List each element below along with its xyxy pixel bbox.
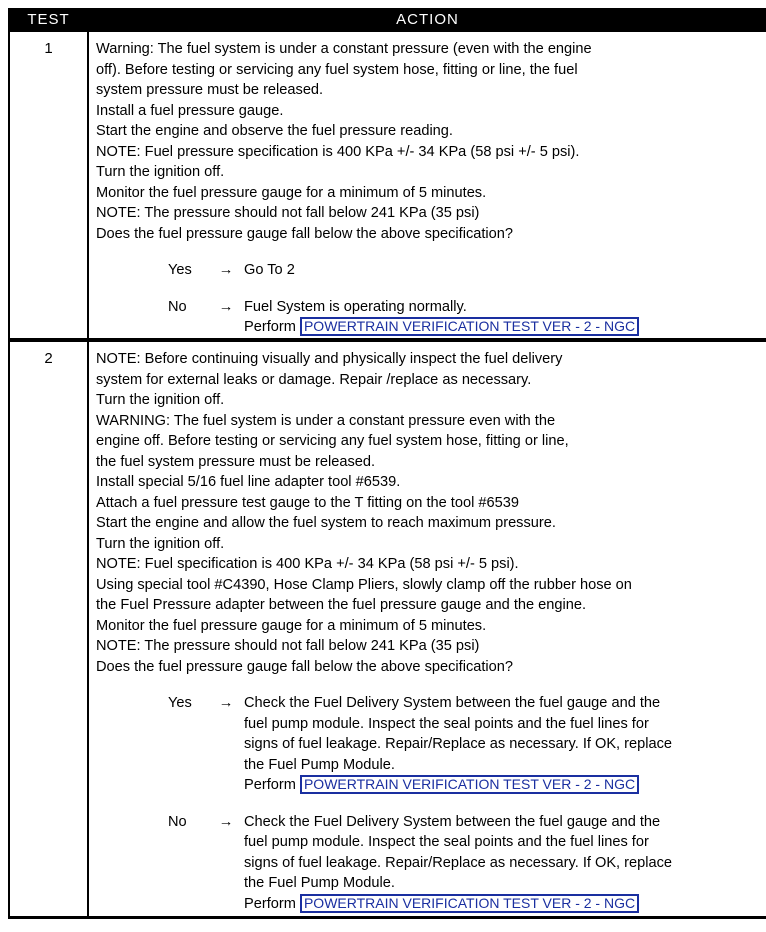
no-branch <box>96 812 756 915</box>
action-line: Start the engine and allow the fuel system to reach maximum pressure. <box>96 515 556 531</box>
arrow-right-icon: → <box>218 813 234 830</box>
branch-line: the Fuel Pump Module. <box>244 875 395 891</box>
branch-line: Check the Fuel Delivery System between the fuel gauge and the <box>244 813 661 830</box>
test-number: 2 <box>10 342 89 916</box>
branch-line: Fuel System is operating normally. <box>244 298 467 315</box>
action-line: NOTE: Before continuing visually and physically inspect the fuel delivery <box>96 351 563 367</box>
action-line: NOTE: Fuel pressure specification is 400 KPa +/- 34 KPa (58 psi +/- 5 psi). <box>96 143 580 160</box>
diagnostic-table <box>8 8 766 919</box>
action-line: Warning: The fuel system is under a constant pressure (even with the engine <box>96 41 592 57</box>
action-line: Does the fuel pressure gauge fall below the above specification? <box>96 658 513 675</box>
perform-label: Perform <box>244 319 296 335</box>
verification-test-link[interactable]: POWERTRAIN VERIFICATION TEST VER - 2 - NGC <box>300 317 639 336</box>
yes-label: Yes <box>168 262 192 278</box>
action-line: Monitor the fuel pressure gauge for a minimum of 5 minutes. <box>96 617 487 634</box>
verification-test-link[interactable]: POWERTRAIN VERIFICATION TEST VER - 2 - NGC <box>300 894 639 913</box>
branch-line: fuel pump module. Inspect the seal points and the fuel lines for <box>244 834 649 850</box>
action-line: Turn the ignition off. <box>96 392 225 408</box>
yes-label: Yes <box>168 695 192 711</box>
action-line: Does the fuel pressure gauge fall below the above specification? <box>96 225 513 242</box>
test-row-1 <box>8 32 766 340</box>
branch-line: the Fuel Pump Module. <box>244 756 395 773</box>
branch-line: Go To 2 <box>244 262 295 278</box>
arrow-right-icon: → <box>218 262 234 278</box>
action-line: Using special tool #C4390, Hose Clamp Pliers, slowly clamp off the rubber hose on <box>96 576 632 593</box>
action-line: WARNING: The fuel system is under a constant pressure even with the <box>96 412 556 429</box>
header-action: ACTION <box>396 11 459 28</box>
action-line: NOTE: The pressure should not fall below 241 KPa (35 psi) <box>96 205 480 221</box>
action-line: Start the engine and observe the fuel pressure reading. <box>96 123 453 139</box>
branch-line: signs of fuel leakage. Repair/Replace as necessary. If OK, replace <box>244 736 673 752</box>
action-line: NOTE: The pressure should not fall below 241 KPa (35 psi) <box>96 638 480 654</box>
action-line: the fuel system pressure must be released. <box>96 453 376 470</box>
branch-line: Check the Fuel Delivery System between the fuel gauge and the <box>244 695 661 711</box>
action-line: Turn the ignition off. <box>96 535 225 552</box>
no-branch <box>96 297 756 338</box>
verification-test-link[interactable]: POWERTRAIN VERIFICATION TEST VER - 2 - NGC <box>300 775 639 794</box>
action-line: Install special 5/16 fuel line adapter tool #6539. <box>96 474 401 490</box>
branch-line: fuel pump module. Inspect the seal points and the fuel lines for <box>244 715 649 732</box>
arrow-right-icon: → <box>218 298 234 315</box>
action-line: off). Before testing or servicing any fuel system hose, fitting or line, the fuel <box>96 61 578 78</box>
test-number: 1 <box>10 32 89 338</box>
action-line: Monitor the fuel pressure gauge for a minimum of 5 minutes. <box>96 184 487 201</box>
action-line: Install a fuel pressure gauge. <box>96 102 284 119</box>
yes-branch <box>96 693 756 796</box>
header-test: TEST <box>27 11 70 28</box>
action-cell <box>89 32 766 338</box>
no-label: No <box>168 813 187 830</box>
action-line: Turn the ignition off. <box>96 164 225 180</box>
arrow-right-icon: → <box>218 695 234 711</box>
yes-branch <box>96 260 756 281</box>
perform-label: Perform <box>244 777 296 793</box>
perform-label: Perform <box>244 895 296 912</box>
action-line: system pressure must be released. <box>96 82 324 98</box>
action-cell <box>89 342 766 916</box>
test-row-2 <box>8 340 766 919</box>
action-line: system for external leaks or damage. Repair /replace as necessary. <box>96 371 532 388</box>
no-label: No <box>168 298 187 315</box>
action-line: engine off. Before testing or servicing any fuel system hose, fitting or line, <box>96 433 569 449</box>
table-header <box>8 8 766 32</box>
action-line: the Fuel Pressure adapter between the fuel pressure gauge and the engine. <box>96 597 587 613</box>
action-line: NOTE: Fuel specification is 400 KPa +/- 34 KPa (58 psi +/- 5 psi). <box>96 556 519 572</box>
action-line: Attach a fuel pressure test gauge to the T fitting on the tool #6539 <box>96 494 519 511</box>
branch-line: signs of fuel leakage. Repair/Replace as necessary. If OK, replace <box>244 854 673 871</box>
